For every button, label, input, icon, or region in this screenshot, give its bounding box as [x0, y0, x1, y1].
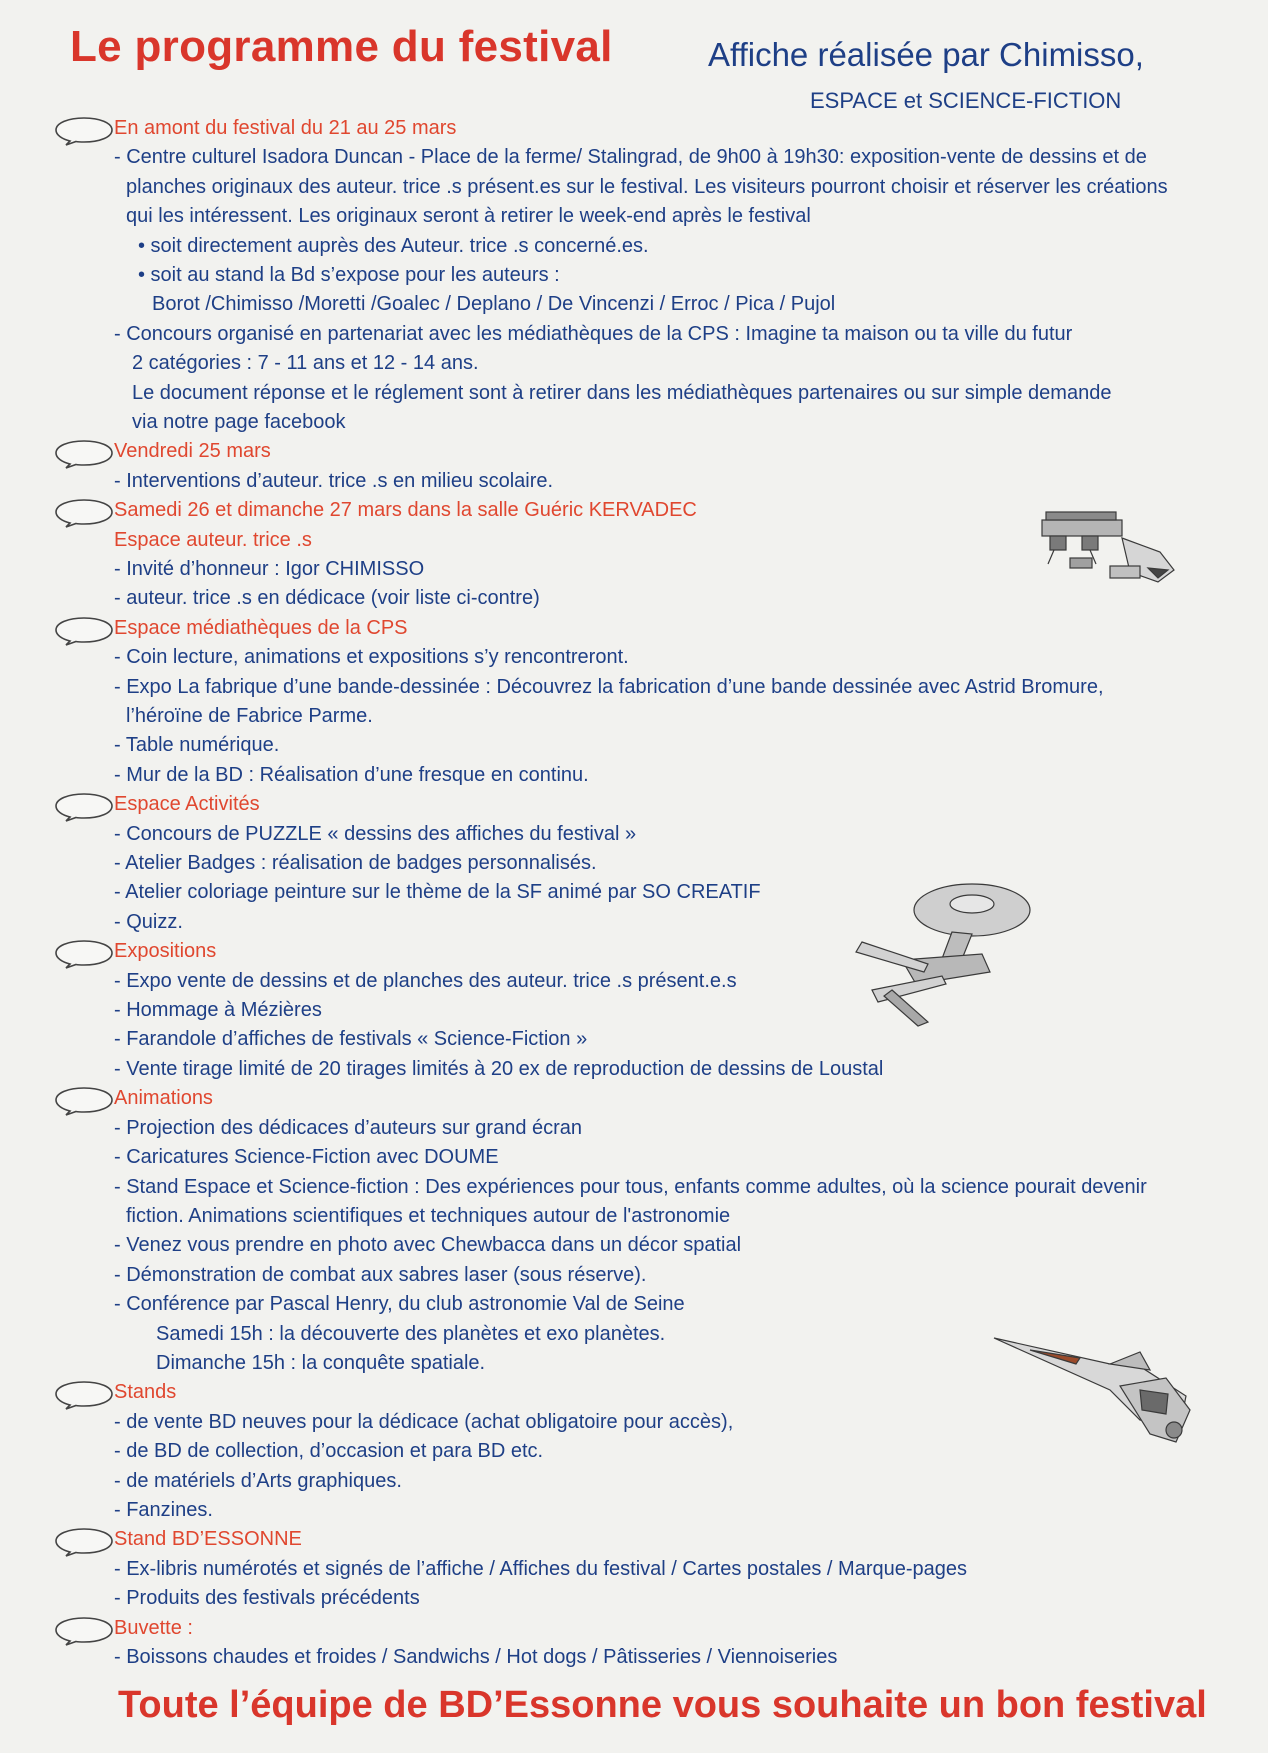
- poster-theme: ESPACE et SCIENCE-FICTION: [810, 88, 1122, 113]
- program-line: - Centre culturel Isadora Duncan - Place de la ferme/ Stalingrad, de 9h00 à 19h30: exposition-vente de dessins et de: [114, 146, 1147, 169]
- program-line: - Concours de PUZZLE « dessins des affiches du festival »: [114, 822, 637, 845]
- program-line: - Quizz.: [114, 910, 183, 933]
- section-mediatheques: [52, 614, 1252, 790]
- section-subheading: Espace auteur. trice .s: [114, 528, 312, 551]
- section-heading: Expositions: [114, 940, 217, 963]
- program-line: - Hommage à Mézières: [114, 999, 322, 1022]
- section-heading: Buvette :: [114, 1616, 193, 1639]
- program-line: 2 catégories : 7 - 11 ans et 12 - 14 ans.: [132, 352, 479, 375]
- program-line: - Venez vous prendre en photo avec Chewbacca dans un décor spatial: [114, 1234, 742, 1257]
- program-line: - Table numérique.: [114, 734, 280, 757]
- section-activites: [52, 790, 1252, 937]
- speech-bubble-icon: [52, 792, 116, 822]
- section-bdessonne: [52, 1525, 1252, 1613]
- program-line: - Farandole d’affiches de festivals « Science-Fiction »: [114, 1028, 588, 1051]
- poster-credit: Affiche réalisée par Chimisso,: [708, 36, 1144, 73]
- speech-bubble-icon: [52, 1380, 116, 1410]
- speech-bubble-icon: [52, 439, 116, 469]
- page-title: Le programme du festival: [70, 22, 613, 71]
- author-list: Borot /Chimisso /Moretti /Goalec / Deplano / De Vincenzi / Erroc / Pica / Pujol: [152, 293, 836, 316]
- program-line: - Démonstration de combat aux sabres laser (sous réserve).: [114, 1263, 647, 1286]
- program-line: - de BD de collection, d’occasion et para BD etc.: [114, 1440, 544, 1463]
- spaceship-eagle-icon: [1030, 498, 1178, 602]
- program-line: qui les intéressent. Les originaux seront à retirer le week-end après le festival: [126, 205, 811, 228]
- starship-enterprise-icon: [832, 872, 1036, 1028]
- speech-bubble-icon: [52, 1086, 116, 1116]
- program-line: - Boissons chaudes et froides / Sandwichs / Hot dogs / Pâtisseries / Viennoiseries: [114, 1645, 838, 1668]
- speech-bubble-icon: [52, 1616, 116, 1646]
- program-line: - Atelier coloriage peinture sur le thème de la SF animé par SO CREATIF: [114, 881, 761, 904]
- program-line: via notre page facebook: [132, 411, 346, 434]
- speech-bubble-icon: [52, 1527, 116, 1557]
- program-line: - Interventions d’auteur. trice .s en milieu scolaire.: [114, 469, 554, 492]
- section-vendredi: [52, 437, 1252, 496]
- section-heading: Animations: [114, 1087, 213, 1110]
- program-line: - Expo La fabrique d’une bande-dessinée : Découvrez la fabrication d’une bande dessinée avec Astrid Bromure,: [114, 675, 1104, 698]
- program-bullet: • soit directement auprès des Auteur. trice .s concerné.es.: [138, 234, 649, 257]
- program-line: planches originaux des auteur. trice .s présent.es sur le festival. Les visiteurs pourront choisir et réserver les créations: [126, 175, 1168, 198]
- section-heading: Espace Activités: [114, 793, 260, 816]
- section-heading: En amont du festival du 21 au 25 mars: [114, 117, 457, 139]
- program-line: Le document réponse et le réglement sont à retirer dans les médiathèques partenaires ou sur simple demande: [132, 381, 1112, 404]
- program-line: - Vente tirage limité de 20 tirages limités à 20 ex de reproduction de dessins de Loustal: [114, 1057, 884, 1080]
- section-heading: Samedi 26 et dimanche 27 mars dans la salle Guéric KERVADEC: [114, 499, 697, 522]
- program-line: Samedi 15h : la découverte des planètes et exo planètes.: [156, 1322, 666, 1345]
- program-line: Dimanche 15h : la conquête spatiale.: [156, 1351, 486, 1374]
- program-line: - Stand Espace et Science-fiction : Des expériences pour tous, enfants comme adultes, où la science pourait devenir: [114, 1175, 1147, 1198]
- program-line: fiction. Animations scientifiques et techniques autour de l'astronomie: [126, 1204, 731, 1227]
- section-heading: Espace médiathèques de la CPS: [114, 616, 408, 639]
- speech-bubble-icon: [52, 116, 116, 146]
- program-line: - Produits des festivals précédents: [114, 1587, 420, 1610]
- program-line: - Conférence par Pascal Henry, du club astronomie Val de Seine: [114, 1293, 685, 1316]
- section-heading: Stand BD’ESSONNE: [114, 1528, 302, 1551]
- program-line: - Caricatures Science-Fiction avec DOUME: [114, 1146, 499, 1169]
- program-line: - Mur de la BD : Réalisation d’une fresque en continu.: [114, 763, 589, 786]
- section-buvette: [52, 1614, 1252, 1673]
- speech-bubble-icon: [52, 498, 116, 528]
- closing-message: Toute l’équipe de BD’Essonne vous souhaite un bon festival: [118, 1684, 1207, 1726]
- program-line: l’héroïne de Fabrice Parme.: [126, 705, 373, 728]
- program-line: - Atelier Badges : réalisation de badges personnalisés.: [114, 852, 597, 875]
- section-heading: Stands: [114, 1381, 177, 1404]
- program-line: - de vente BD neuves pour la dédicace (achat obligatoire pour accès),: [114, 1410, 734, 1433]
- program-line: - Fanzines.: [114, 1498, 213, 1521]
- colonial-viper-icon: [990, 1330, 1196, 1448]
- program-line: - Concours organisé en partenariat avec les médiathèques de la CPS : Imagine ta maison ou ta ville du futur: [114, 322, 1073, 345]
- section-heading: Vendredi 25 mars: [114, 440, 271, 463]
- program-bullet: • soit au stand la Bd s’expose pour les auteurs :: [138, 264, 560, 287]
- section-expositions: [52, 937, 1252, 1084]
- program-line: - Projection des dédicaces d’auteurs sur grand écran: [114, 1116, 583, 1139]
- section-amont: [52, 114, 1252, 437]
- program-line: - auteur. trice .s en dédicace (voir liste ci-contre): [114, 587, 540, 610]
- program-line: - Expo vente de dessins et de planches des auteur. trice .s présent.e.s: [114, 969, 737, 992]
- speech-bubble-icon: [52, 939, 116, 969]
- program-line: - de matériels d’Arts graphiques.: [114, 1469, 402, 1492]
- program-line: - Ex-libris numérotés et signés de l’affiche / Affiches du festival / Cartes postales / Marque-pages: [114, 1557, 968, 1580]
- speech-bubble-icon: [52, 616, 116, 646]
- program-line: - Invité d’honneur : Igor CHIMISSO: [114, 558, 425, 581]
- program-line: - Coin lecture, animations et expositions s’y rencontreront.: [114, 646, 629, 669]
